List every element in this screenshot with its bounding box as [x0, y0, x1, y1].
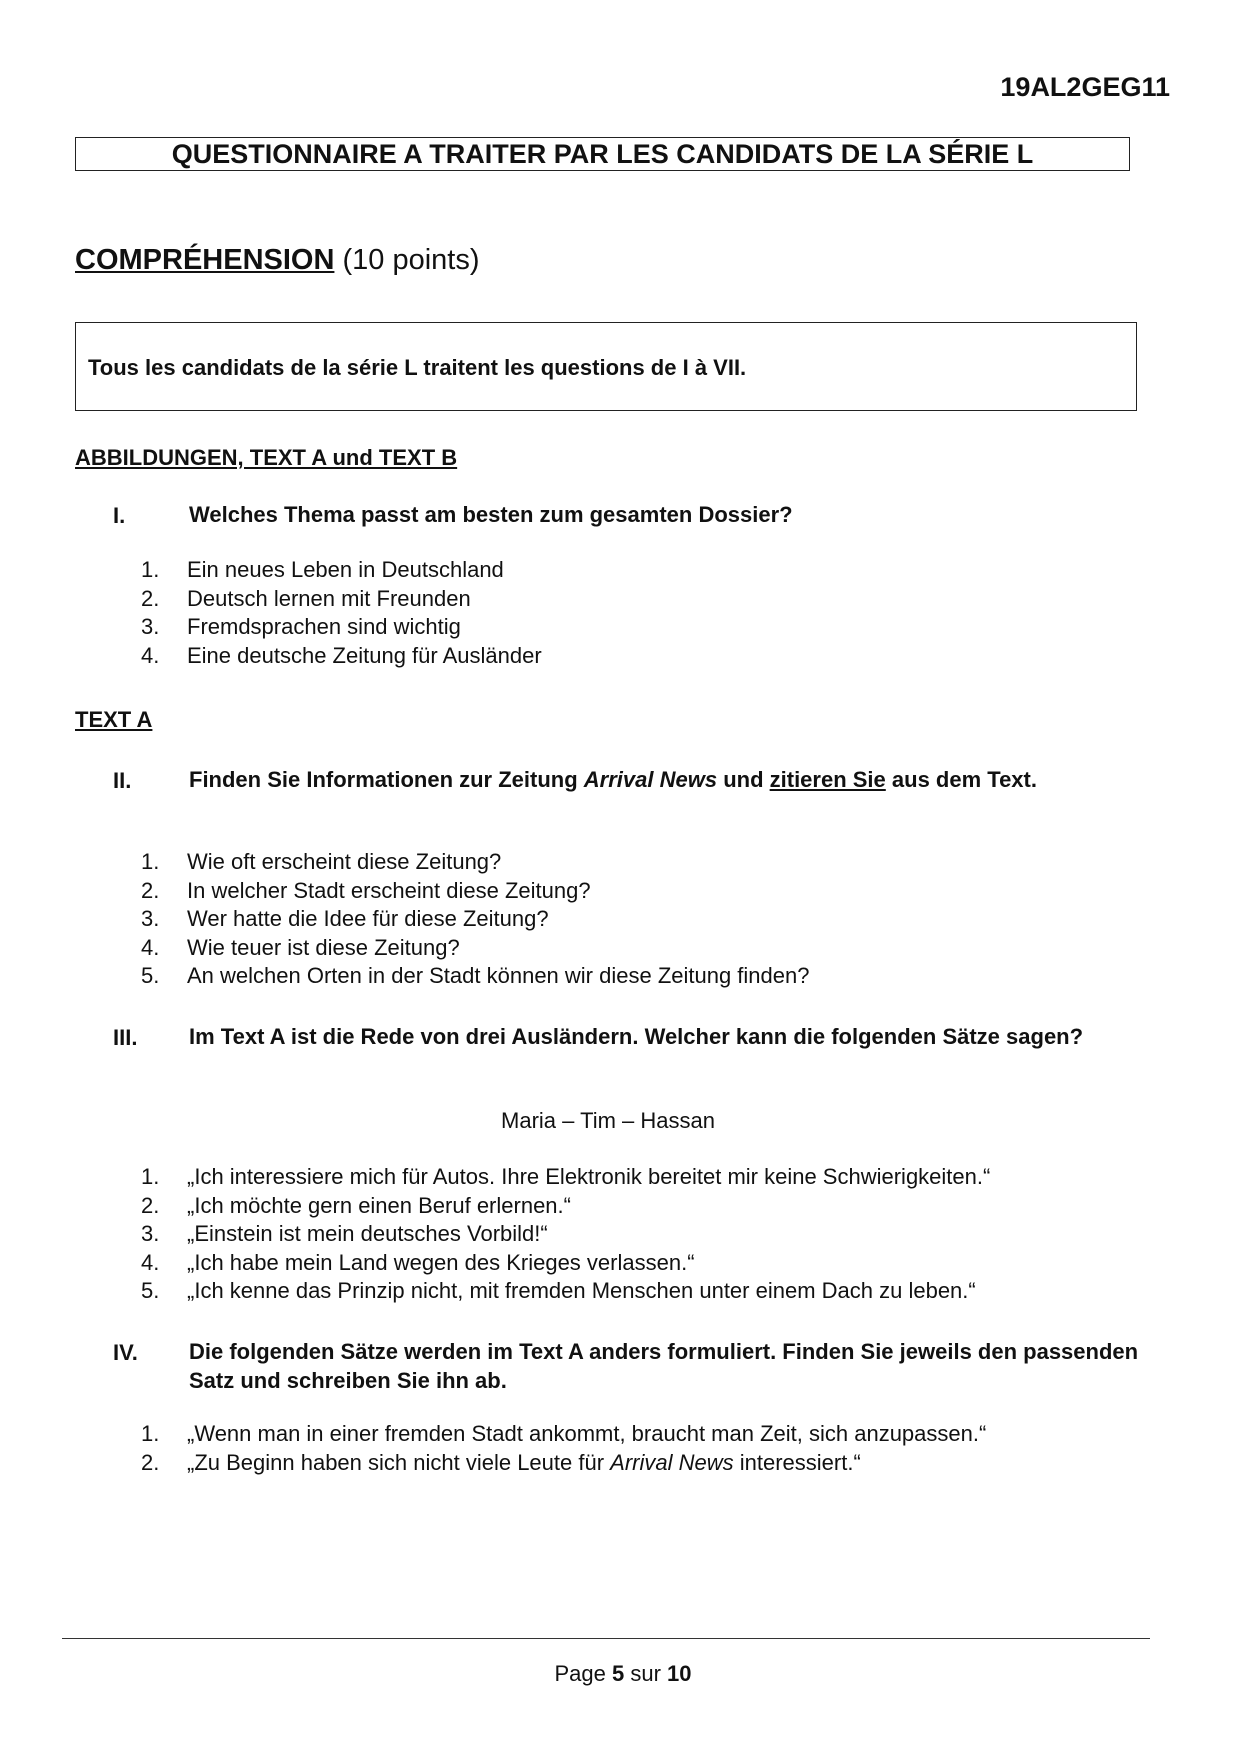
question-3-number: III. [113, 1025, 138, 1050]
title-box: QUESTIONNAIRE A TRAITER PAR LES CANDIDATS DE LA SÉRIE L [75, 137, 1130, 171]
list-item: 4. Eine deutsche Zeitung für Ausländer [141, 642, 542, 668]
list-item: 3. Fremdsprachen sind wichtig [141, 614, 461, 640]
list-item: 5. „Ich kenne das Prinzip nicht, mit fremden Menschen unter einem Dach zu leben.“ [141, 1278, 976, 1304]
list-item: 1. Ein neues Leben in Deutschland [141, 557, 504, 582]
section-points: (10 points) [342, 244, 480, 276]
instruction-text: Tous les candidats de la série L traitent les questions de I à VII. [88, 355, 747, 380]
list-item: 2. „Zu Beginn haben sich nicht viele Leute für Arrival News interessiert.“ [141, 1449, 861, 1475]
section-heading [75, 244, 480, 277]
question-4-number: IV. [113, 1340, 138, 1365]
footer-divider [62, 1638, 1150, 1639]
question-4-text: Die folgenden Sätze werden im Text A anders formuliert. Finden Sie jeweils den passenden Satz und schreiben Sie ihn ab. [189, 1339, 1139, 1393]
page-footer: Page 5 sur 10 [554, 1661, 692, 1686]
question-1-text: Welches Thema passt am besten zum gesamten Dossier? [189, 502, 793, 527]
heading-abbildungen: ABBILDUNGEN, TEXT A und TEXT B [75, 445, 458, 470]
list-item: 1. „Wenn man in einer fremden Stadt ankommt, braucht man Zeit, sich anzupassen.“ [141, 1421, 987, 1446]
document-code: 19AL2GEG11 [1000, 72, 1170, 102]
instruction-box [75, 322, 1137, 411]
list-item: 1. „Ich interessiere mich für Autos. Ihre Elektronik bereitet mir keine Schwierigkeiten.“ [141, 1164, 991, 1189]
question-2-number: II. [113, 768, 132, 793]
question-3-list [141, 1163, 1141, 1306]
list-item: 3. Wer hatte die Idee für diese Zeitung? [141, 906, 549, 932]
question-3-text: Im Text A ist die Rede von drei Ausländern. Welcher kann die folgenden Sätze sagen? [189, 1024, 1084, 1049]
question-4-list [141, 1420, 1141, 1477]
list-item: 1. Wie oft erscheint diese Zeitung? [141, 849, 502, 874]
question-1-number: I. [113, 503, 126, 528]
names-line: Maria – Tim – Hassan [501, 1108, 715, 1133]
question-2-list [141, 848, 1141, 991]
section-label: COMPRÉHENSION [75, 244, 335, 276]
list-item: 4. Wie teuer ist diese Zeitung? [141, 934, 460, 960]
list-item: 3. „Einstein ist mein deutsches Vorbild!“ [141, 1221, 548, 1247]
question-2-text: Finden Sie Informationen zur Zeitung Arrival News und zitieren Sie aus dem Text. [189, 767, 1037, 792]
list-item: 2. In welcher Stadt erscheint diese Zeitung? [141, 877, 591, 903]
list-item: 2. „Ich möchte gern einen Beruf erlernen.“ [141, 1192, 571, 1218]
list-item: 2. Deutsch lernen mit Freunden [141, 585, 471, 611]
list-item: 5. An welchen Orten in der Stadt können wir diese Zeitung finden? [141, 963, 810, 989]
heading-text-a: TEXT A [75, 707, 153, 732]
question-1-list [141, 556, 1141, 670]
list-item: 4. „Ich habe mein Land wegen des Krieges verlassen.“ [141, 1249, 695, 1275]
